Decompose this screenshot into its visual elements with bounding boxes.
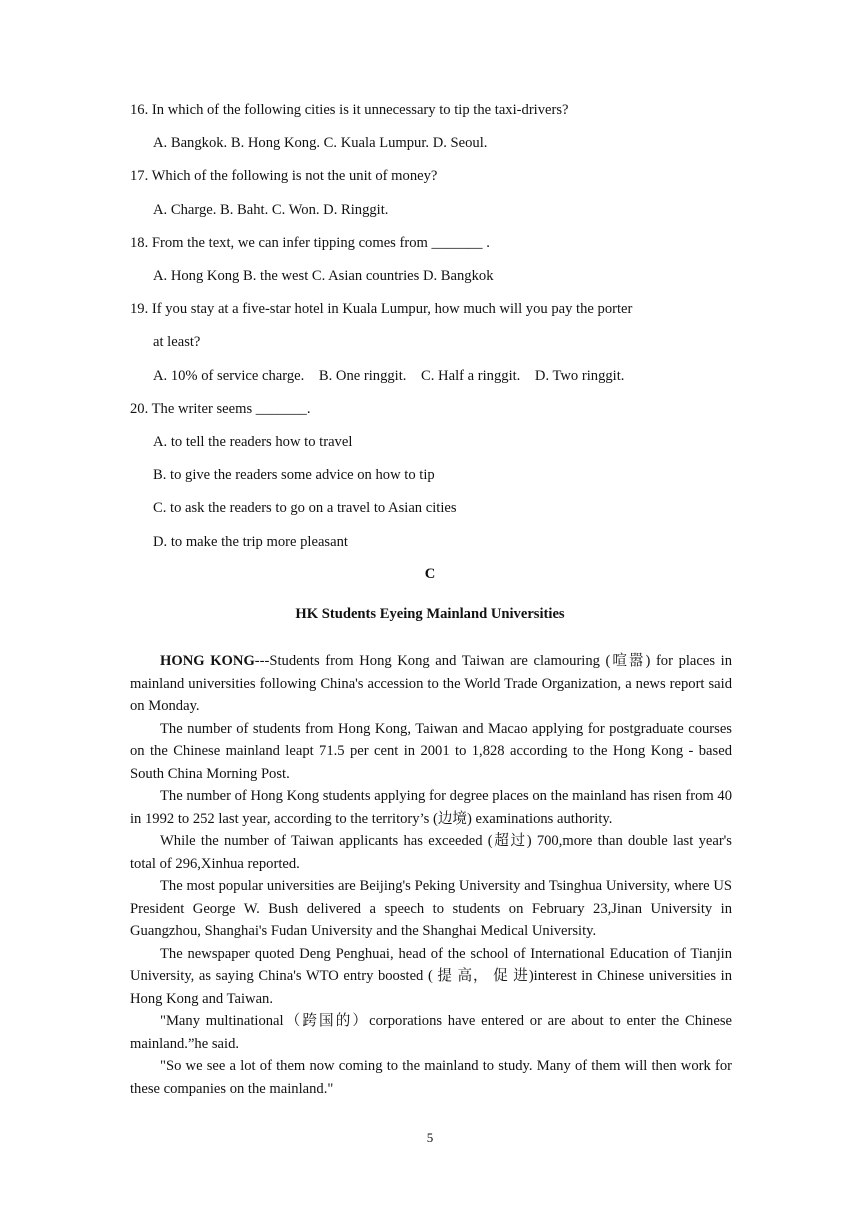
question-16-stem: 16. In which of the following cities is it unnecessary to tip the taxi-drivers? [130, 102, 569, 118]
page-number: 5 [426, 1130, 434, 1145]
article-paragraph-3: The number of Hong Kong students applying for degree places on the mainland has risen from 40 in 1992 to 252 last year, according to the territory’s (边境) examinations authority. [130, 788, 732, 827]
question-20-stem: 20. The writer seems _______. [130, 401, 311, 417]
article-title: HK Students Eyeing Mainland Universities [295, 606, 565, 622]
section-letter: C [424, 566, 436, 582]
article-paragraph-8: "So we see a lot of them now coming to the mainland to study. Many of them will then work for these companies on the mainland." [130, 1058, 732, 1097]
article-paragraph-4: While the number of Taiwan applicants has exceeded (超过) 700,more than double last year's total of 296,Xinhua reported. [130, 833, 732, 872]
question-19-options: A. 10% of service charge. B. One ringgit. C. Half a ringgit. D. Two ringgit. [153, 368, 625, 384]
question-20-option-c: C. to ask the readers to go on a travel to Asian cities [153, 500, 457, 516]
question-18-options: A. Hong Kong B. the west C. Asian countries D. Bangkok [153, 268, 494, 284]
article-paragraph-7: "Many multinational（跨国的）corporations have entered or are about to enter the Chinese mainland.”he said. [130, 1013, 732, 1052]
question-16-options: A. Bangkok. B. Hong Kong. C. Kuala Lumpur. D. Seoul. [153, 135, 488, 151]
question-18-stem: 18. From the text, we can infer tipping comes from _______ . [130, 235, 490, 251]
article-paragraph-1: HONG KONG---Students from Hong Kong and Taiwan are clamouring (喧嚣) for places in mainland universities following China's accession to the World Trade Organization, a news report said on Monday. [130, 653, 732, 714]
question-17-options: A. Charge. B. Baht. C. Won. D. Ringgit. [153, 202, 389, 218]
question-17-stem: 17. Which of the following is not the unit of money? [130, 168, 438, 184]
article-dateline: HONG KONG [160, 653, 255, 669]
article-paragraph-5: The most popular universities are Beijing's Peking University and Tsinghua University, where US President George W. Bush delivered a speech to students on February 23,Jinan University in Guangzhou, Shanghai's Fudan University and the Shanghai Medical University. [130, 878, 732, 939]
question-19-stem-continued: at least? [153, 334, 201, 350]
article-body [130, 650, 732, 1100]
article-paragraph-2: The number of students from Hong Kong, Taiwan and Macao applying for postgraduate courses on the Chinese mainland leapt 71.5 per cent in 2001 to 1,828 according to the Hong Kong - based South China Morning Post. [130, 720, 732, 782]
question-20-option-a: A. to tell the readers how to travel [153, 434, 353, 450]
question-19-stem: 19. If you stay at a five-star hotel in Kuala Lumpur, how much will you pay the porter [130, 301, 633, 317]
question-20-option-d: D. to make the trip more pleasant [153, 534, 348, 550]
question-20-option-b: B. to give the readers some advice on how to tip [153, 467, 435, 483]
article-paragraph-6: The newspaper quoted Deng Penghuai, head of the school of International Education of Tianjin University, as saying China's WTO entry boosted ( 提 高， 促 进)interest in Chinese universities in Hong Kong and Taiwan. [130, 945, 732, 1007]
